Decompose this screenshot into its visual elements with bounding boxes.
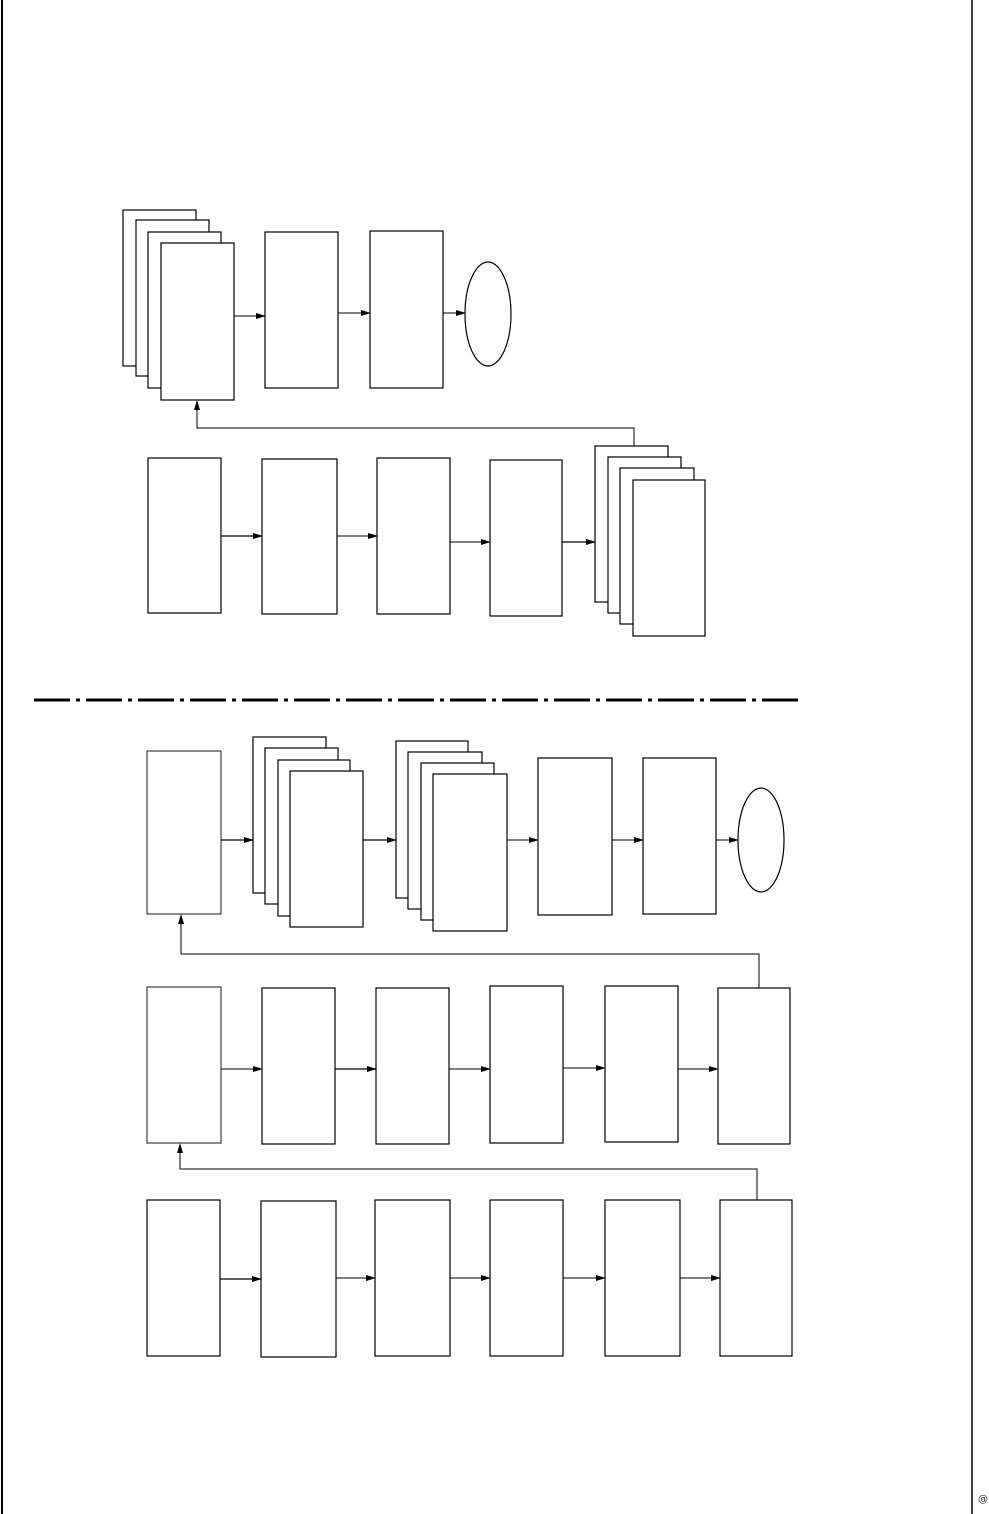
bottom-row1-stack-block-a	[253, 737, 363, 927]
bottom-row3-block-1	[147, 1200, 220, 1356]
bottom-row3-block-2	[261, 1201, 336, 1357]
bottom-row2-block-1	[147, 987, 221, 1143]
bottom-row2-block-6	[718, 988, 790, 1144]
bottom-row2-block-3	[376, 988, 449, 1144]
bottom-row1-terminal-ellipse	[738, 788, 784, 892]
bottom-feedback-arrow-2	[180, 1144, 757, 1200]
bottom-panel	[147, 737, 792, 1357]
top-row2-block-2	[262, 459, 337, 614]
bottom-row2-block-4	[490, 986, 563, 1143]
top-row1-terminal-ellipse	[465, 262, 511, 366]
corner-mark: @	[978, 1494, 988, 1505]
bottom-row1-block-5	[643, 758, 716, 914]
top-row1-block-3	[370, 231, 443, 388]
bottom-row3-block-5	[605, 1200, 680, 1356]
bottom-row1-block-1	[147, 751, 221, 914]
top-row1-block-2	[265, 232, 338, 388]
bottom-row2-block-2	[262, 988, 335, 1144]
top-row2-stack-block	[595, 446, 705, 636]
top-panel	[123, 210, 705, 636]
bottom-row2-block-5	[605, 986, 678, 1142]
top-row2-block-3	[377, 458, 450, 614]
top-feedback-arrow	[197, 401, 634, 446]
bottom-row3-block-6	[720, 1200, 792, 1356]
top-row1-stack-block	[123, 210, 234, 400]
bottom-row3-block-4	[490, 1200, 563, 1356]
top-row2-block-1	[148, 458, 221, 613]
bottom-row3-block-3	[375, 1200, 450, 1356]
top-row2-block-4	[490, 460, 562, 616]
bottom-row1-stack-block-b	[396, 741, 507, 931]
bottom-row1-block-4	[538, 758, 612, 915]
